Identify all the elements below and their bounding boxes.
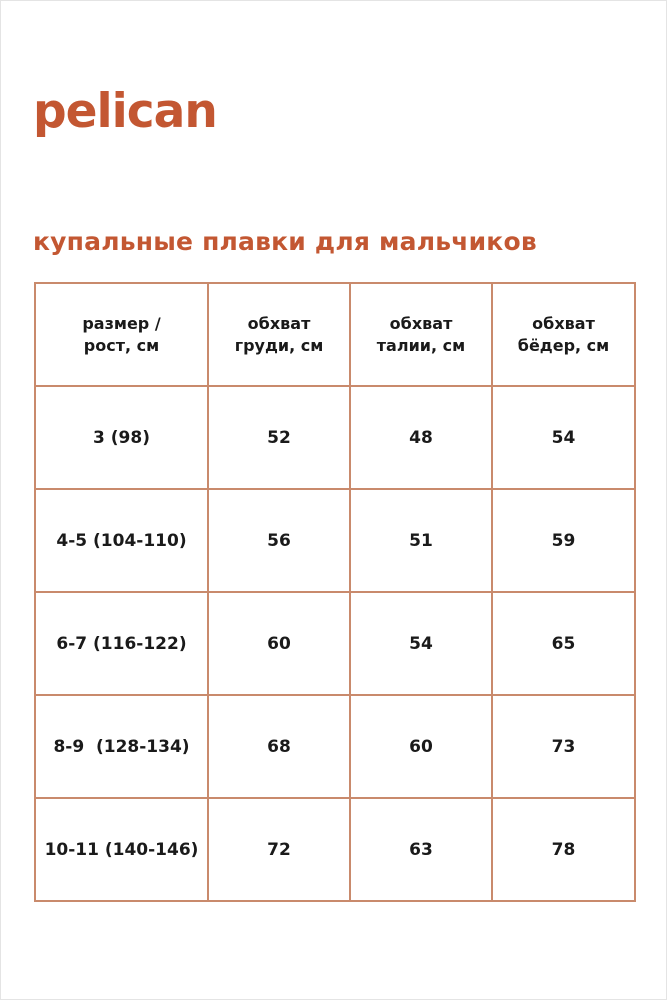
- table-row: [35, 592, 635, 695]
- cell-chest: 56: [208, 489, 350, 592]
- table-row: [35, 386, 635, 489]
- cell-hips: 73: [492, 695, 635, 798]
- header-size-height: [35, 283, 208, 386]
- header-line: обхват: [247, 313, 311, 333]
- cell-chest: 68: [208, 695, 350, 798]
- header-line: бёдер, см: [517, 335, 610, 355]
- cell-chest: 72: [208, 798, 350, 901]
- header-line: обхват: [389, 313, 453, 333]
- table-row: [35, 489, 635, 592]
- cell-hips: 78: [492, 798, 635, 901]
- header-line: размер /: [82, 313, 161, 333]
- table-header-row: [35, 283, 635, 386]
- cell-chest: 60: [208, 592, 350, 695]
- header-line: груди, см: [234, 335, 324, 355]
- cell-hips: 59: [492, 489, 635, 592]
- cell-size: 8-9 (128-134): [35, 695, 208, 798]
- cell-size: 4-5 (104-110): [35, 489, 208, 592]
- table-row: [35, 695, 635, 798]
- brand-logo: pelican: [33, 84, 217, 139]
- header-chest: [208, 283, 350, 386]
- cell-chest: 52: [208, 386, 350, 489]
- table-row: [35, 798, 635, 901]
- cell-waist: 48: [350, 386, 492, 489]
- header-line: талии, см: [376, 335, 466, 355]
- cell-waist: 51: [350, 489, 492, 592]
- cell-waist: 54: [350, 592, 492, 695]
- cell-hips: 65: [492, 592, 635, 695]
- header-hips: [492, 283, 635, 386]
- header-waist: [350, 283, 492, 386]
- cell-size: 3 (98): [35, 386, 208, 489]
- header-line: рост, см: [83, 335, 160, 355]
- cell-waist: 63: [350, 798, 492, 901]
- cell-hips: 54: [492, 386, 635, 489]
- header-line: обхват: [532, 313, 595, 333]
- cell-size: 10-11 (140-146): [35, 798, 208, 901]
- page-title: купальные плавки для мальчиков: [33, 227, 537, 256]
- cell-waist: 60: [350, 695, 492, 798]
- size-chart-table: [34, 282, 636, 902]
- cell-size: 6-7 (116-122): [35, 592, 208, 695]
